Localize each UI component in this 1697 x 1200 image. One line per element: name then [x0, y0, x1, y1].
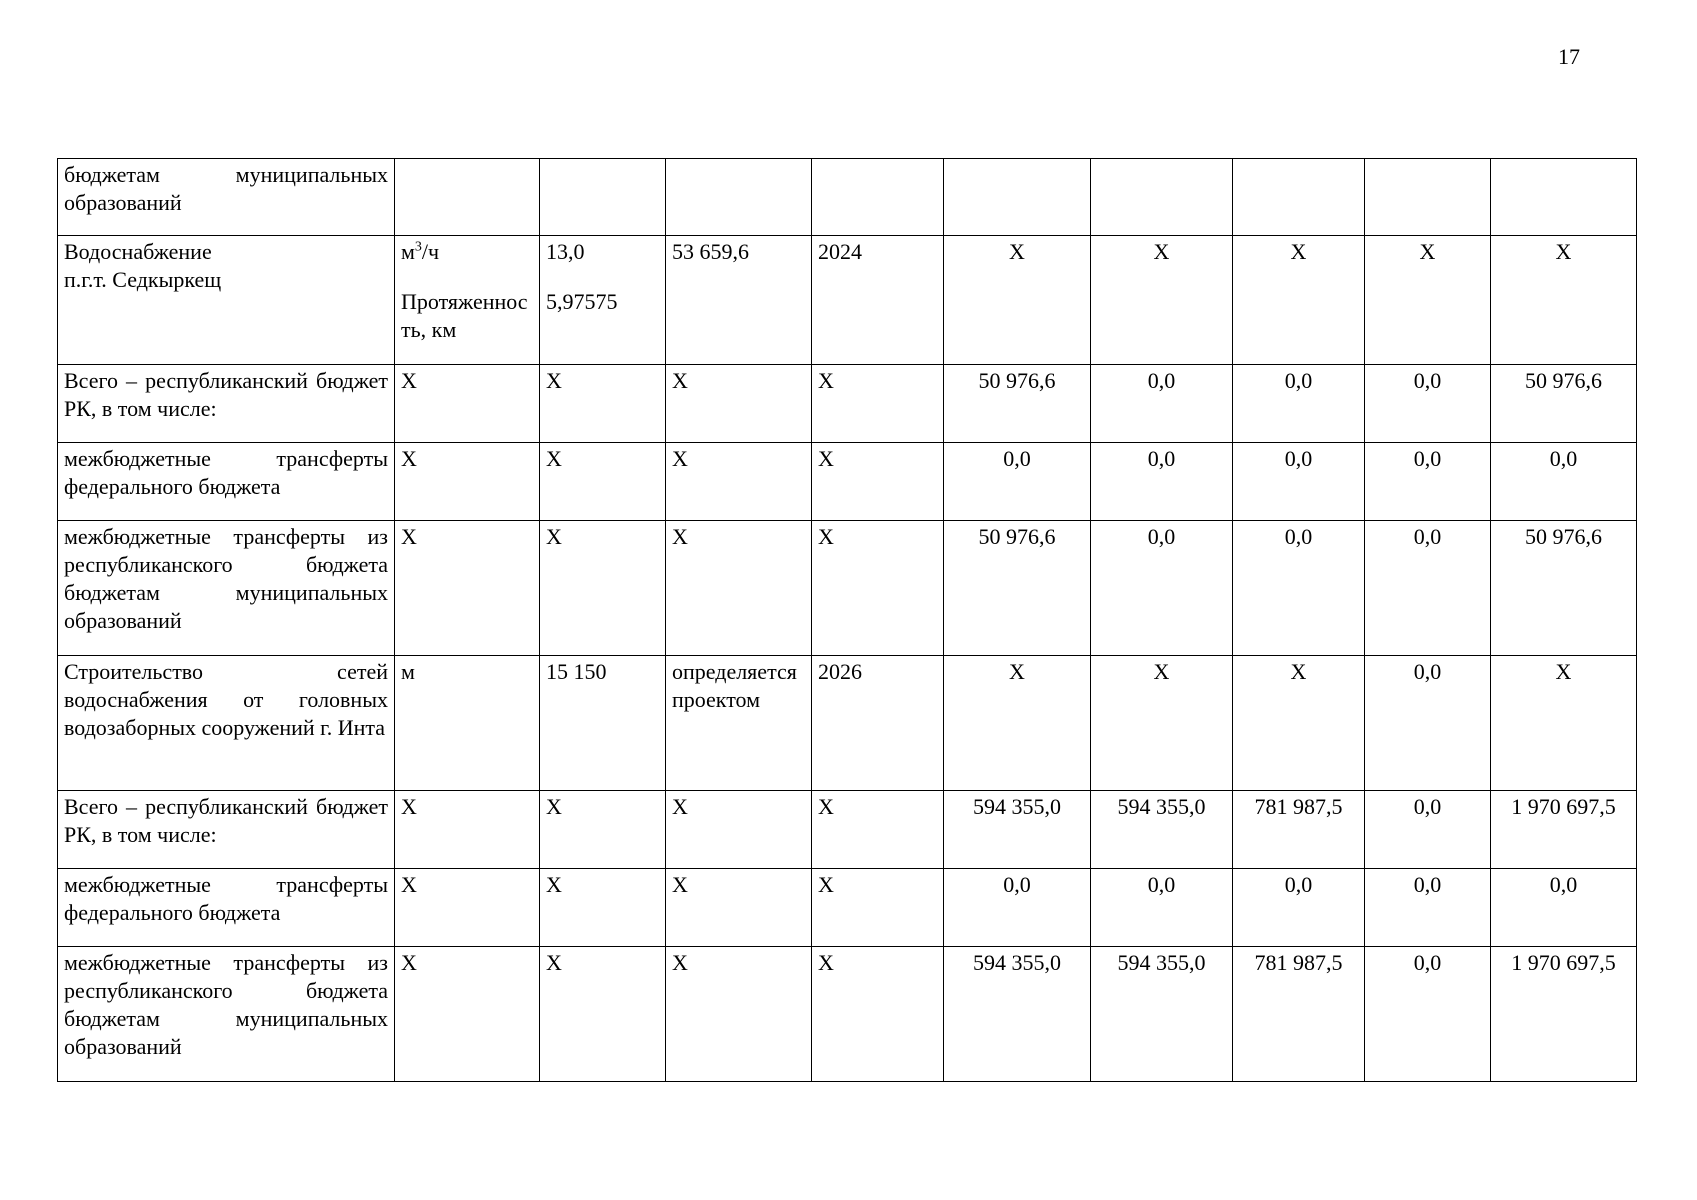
row-name-cell: межбюджетные трансферты из республиканского бюджета бюджетам муниципальных образований: [58, 521, 395, 656]
cost-cell: 53 659,6: [666, 236, 812, 365]
amount-cell: 0,0: [1365, 869, 1491, 947]
value-cell: Х: [540, 791, 666, 869]
amount-cell: 0,0: [944, 869, 1091, 947]
amount-cell: [1365, 159, 1491, 236]
value-cell: Х: [540, 869, 666, 947]
table-row: [58, 521, 1637, 656]
amount-cell: 0,0: [1091, 443, 1233, 521]
cost-cell: Х: [666, 947, 812, 1082]
amount-cell: 594 355,0: [944, 947, 1091, 1082]
value-cell: 15 150: [540, 656, 666, 791]
amount-cell: [1233, 159, 1365, 236]
cost-cell: Х: [666, 521, 812, 656]
amount-cell: 0,0: [1365, 791, 1491, 869]
amount-cell: 594 355,0: [1091, 791, 1233, 869]
amount-cell: 0,0: [1091, 869, 1233, 947]
amount-cell: 1 970 697,5: [1491, 947, 1637, 1082]
page-number: 17: [1558, 44, 1580, 69]
year-cell: Х: [812, 365, 944, 443]
value-secondary-text: 5,97575: [546, 289, 618, 314]
year-cell: 2026: [812, 656, 944, 791]
amount-cell: 0,0: [1233, 443, 1365, 521]
amount-cell: 0,0: [944, 443, 1091, 521]
amount-cell: 594 355,0: [944, 791, 1091, 869]
amount-cell: 1 970 697,5: [1491, 791, 1637, 869]
value-cell: Х: [540, 521, 666, 656]
value-cell: [540, 159, 666, 236]
row-name-cell: Строительство сетей водоснабжения от головных водозаборных сооружений г. Инта: [58, 656, 395, 791]
amount-cell: 50 976,6: [1491, 521, 1637, 656]
amount-cell: Х: [1365, 236, 1491, 365]
year-cell: Х: [812, 869, 944, 947]
amount-cell: 594 355,0: [1091, 947, 1233, 1082]
row-name-cell: Всего – республиканский бюджет РК, в том числе:: [58, 791, 395, 869]
unit-cell: м: [395, 656, 540, 791]
amount-cell: Х: [944, 236, 1091, 365]
value-text: 13,0: [546, 239, 585, 264]
amount-cell: Х: [1091, 656, 1233, 791]
year-cell: Х: [812, 947, 944, 1082]
amount-cell: 50 976,6: [1491, 365, 1637, 443]
row-name-cell: межбюджетные трансферты федерального бюджета: [58, 443, 395, 521]
cost-cell: Х: [666, 791, 812, 869]
amount-cell: 781 987,5: [1233, 791, 1365, 869]
value-cell: Х: [540, 365, 666, 443]
amount-cell: 0,0: [1491, 869, 1637, 947]
amount-cell: 0,0: [1365, 365, 1491, 443]
amount-cell: 0,0: [1091, 521, 1233, 656]
amount-cell: [1491, 159, 1637, 236]
amount-cell: Х: [1091, 236, 1233, 365]
table-row: [58, 791, 1637, 869]
value-cell: Х: [540, 947, 666, 1082]
row-name-cell: Всего – республиканский бюджет РК, в том числе:: [58, 365, 395, 443]
row-name-cell: межбюджетные трансферты федерального бюджета: [58, 869, 395, 947]
amount-cell: Х: [1233, 236, 1365, 365]
year-cell: 2024: [812, 236, 944, 365]
cost-cell: Х: [666, 869, 812, 947]
amount-cell: 0,0: [1233, 869, 1365, 947]
year-cell: [812, 159, 944, 236]
amount-cell: 0,0: [1091, 365, 1233, 443]
year-cell: Х: [812, 521, 944, 656]
unit-cell: Х: [395, 521, 540, 656]
amount-cell: 0,0: [1233, 521, 1365, 656]
unit-secondary-text: Протяженность, км: [401, 289, 528, 342]
amount-cell: [1091, 159, 1233, 236]
cost-cell: Х: [666, 365, 812, 443]
amount-cell: Х: [1491, 656, 1637, 791]
amount-cell: 781 987,5: [1233, 947, 1365, 1082]
amount-cell: 0,0: [1365, 521, 1491, 656]
unit-cell: Х: [395, 869, 540, 947]
unit-cell: [395, 159, 540, 236]
table-row: [58, 869, 1637, 947]
table-row: [58, 947, 1637, 1082]
amount-cell: Х: [1491, 236, 1637, 365]
table-row: [58, 656, 1637, 791]
amount-cell: 0,0: [1365, 656, 1491, 791]
amount-cell: [944, 159, 1091, 236]
cost-cell: определяется проектом: [666, 656, 812, 791]
table-row: [58, 236, 1637, 365]
amount-cell: 50 976,6: [944, 521, 1091, 656]
unit-cell: [395, 236, 540, 365]
amount-cell: 0,0: [1365, 443, 1491, 521]
amount-cell: Х: [1233, 656, 1365, 791]
table-row: [58, 365, 1637, 443]
value-cell: [540, 236, 666, 365]
unit-text: $м^3/ч$: [401, 239, 440, 264]
value-cell: Х: [540, 443, 666, 521]
unit-cell: Х: [395, 443, 540, 521]
row-name-cell: Водоснабжение п.г.т. Седкыркещ: [58, 236, 395, 365]
unit-cell: Х: [395, 947, 540, 1082]
amount-cell: 0,0: [1233, 365, 1365, 443]
amount-cell: 0,0: [1491, 443, 1637, 521]
amount-cell: 0,0: [1365, 947, 1491, 1082]
amount-cell: 50 976,6: [944, 365, 1091, 443]
amount-cell: Х: [944, 656, 1091, 791]
row-name-cell: межбюджетные трансферты из республиканского бюджета бюджетам муниципальных образований: [58, 947, 395, 1082]
unit-cell: Х: [395, 365, 540, 443]
table-row: [58, 443, 1637, 521]
year-cell: Х: [812, 443, 944, 521]
unit-cell: Х: [395, 791, 540, 869]
budget-table: [57, 158, 1637, 1082]
row-name-cell: бюджетам муниципальных образований: [58, 159, 395, 236]
table-row: [58, 159, 1637, 236]
cost-cell: Х: [666, 443, 812, 521]
year-cell: Х: [812, 791, 944, 869]
cost-cell: [666, 159, 812, 236]
